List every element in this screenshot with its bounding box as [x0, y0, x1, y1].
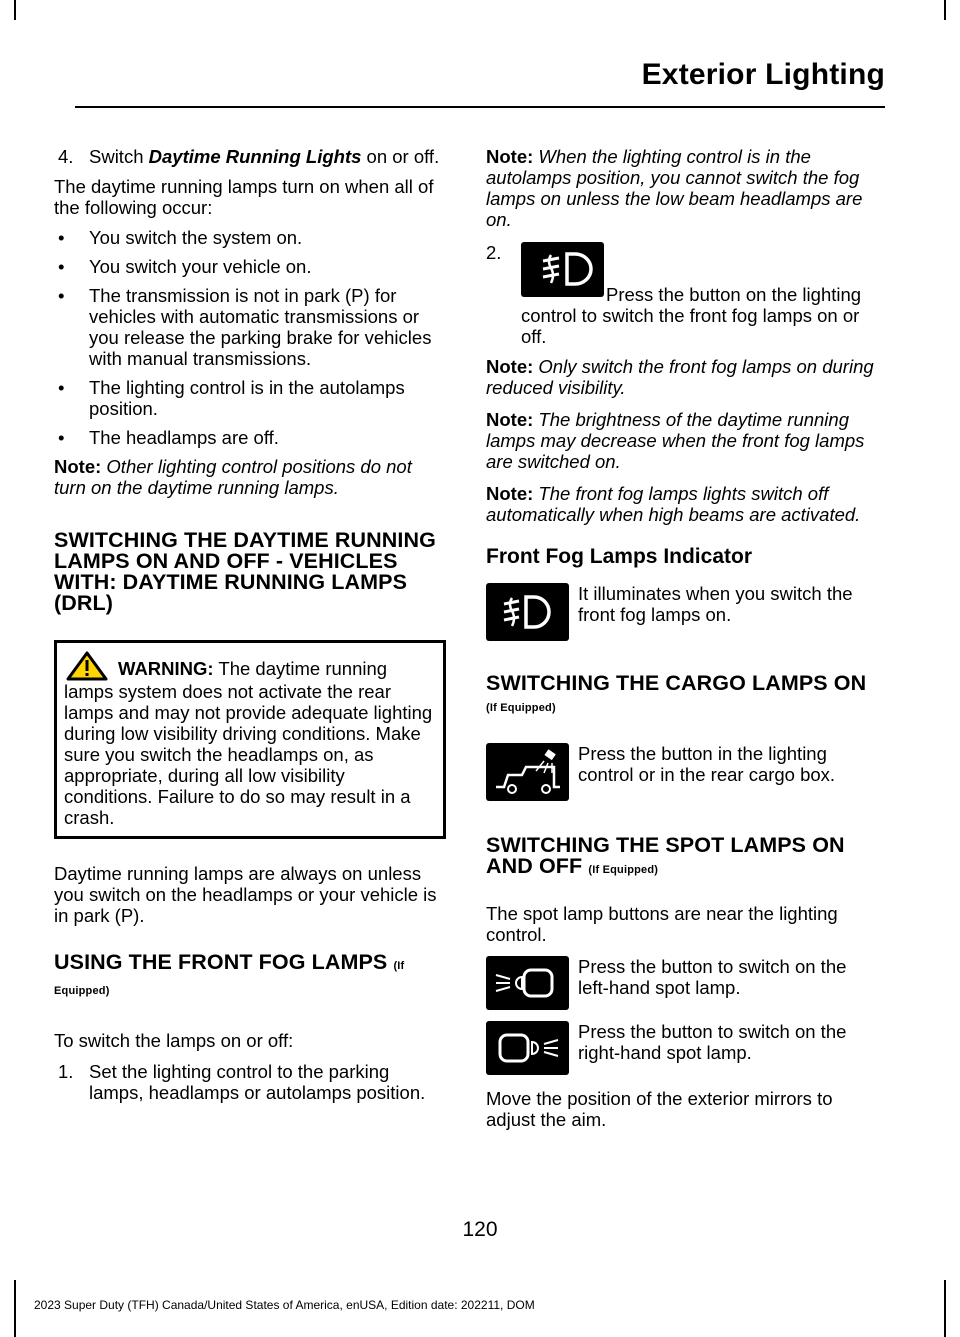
cargo-lamp-row — [486, 743, 880, 801]
bullet-marker: • — [58, 227, 65, 248]
drl-always-on-paragraph: Daytime running lamps are always on unless you switch on the headlamps or your vehicle is in park (P). — [54, 863, 437, 926]
list-item-text: The lighting control is in the autolamps position. — [89, 377, 405, 419]
step-prefix: Switch — [89, 146, 144, 167]
fog-intro: To switch the lamps on or off: — [54, 1030, 294, 1051]
fog-indicator-row — [486, 583, 880, 641]
bullet-marker: • — [58, 427, 65, 448]
crop-mark-top-left — [14, 0, 16, 20]
note-text: When the lighting control is in the autolamps position, you cannot switch the fog lamps on unless the low beam headlamps are on. — [486, 146, 863, 230]
heading-equipped-tag: (If — [393, 960, 405, 972]
warning-label: WARNING: — [118, 658, 214, 679]
bullet-marker: • — [58, 377, 65, 398]
list-item — [54, 256, 446, 277]
bullet-marker: • — [58, 285, 65, 306]
list-item-text: You switch your vehicle on. — [89, 256, 312, 277]
step-emphasis: Daytime Running Lights — [148, 146, 362, 167]
heading-equipped-tag: (If Equipped) — [588, 864, 659, 876]
mirror-aim-text: Move the position of the exterior mirrors to adjust the aim. — [486, 1088, 833, 1130]
list-item-text: The headlamps are off. — [89, 427, 279, 448]
cargo-text: Press the button in the lighting control or in the rear cargo box. — [578, 743, 836, 785]
step-number: 1. — [58, 1061, 74, 1082]
note-brightness — [486, 409, 880, 472]
step-text: Set the lighting control to the parking lamps, headlamps or autolamps position. — [89, 1061, 426, 1103]
left-spot-lamp-icon — [486, 956, 569, 1010]
heading-text: SWITCHING THE CARGO LAMPS ON — [486, 671, 867, 695]
spot-right-row — [486, 1021, 880, 1075]
step-suffix: on or off. — [366, 146, 440, 167]
left-column — [54, 146, 446, 1111]
warning-box — [54, 640, 446, 839]
note-text: Other lighting control positions do not turn on the daytime running lamps. — [54, 456, 412, 498]
cargo-lamp-icon — [486, 743, 569, 801]
crop-mark-top-right — [944, 0, 946, 20]
section-heading-fog-indicator: Front Fog Lamps Indicator — [486, 545, 752, 568]
section-heading-cargo — [486, 673, 880, 719]
note-autolamps — [486, 146, 880, 230]
heading-equipped-tag: (If Equipped) — [486, 702, 556, 714]
footer-edition: 2023 Super Duty (TFH) Canada/United States of America, enUSA, Edition date: 202211, DOM — [34, 1298, 535, 1312]
spot-intro: The spot lamp buttons are near the lighting control. — [486, 903, 838, 945]
section-heading-fog — [54, 952, 446, 1002]
crop-mark-bottom-right — [944, 1280, 946, 1337]
right-spot-lamp-icon — [486, 1021, 569, 1075]
heading-text: SWITCHING THE SPOT LAMPS ON — [486, 833, 845, 857]
note-reduced-visibility — [486, 356, 880, 398]
heading-text: USING THE FRONT FOG LAMPS — [54, 950, 388, 974]
indicator-text: It illuminates when you switch the front fog lamps on. — [578, 583, 853, 625]
header-divider — [75, 106, 885, 108]
page-title: Exterior Lighting — [641, 58, 885, 91]
list-item — [54, 285, 446, 369]
note-text: The front fog lamps lights switch off automatically when high beams are activated. — [486, 483, 861, 525]
note-label: Note: — [54, 456, 102, 477]
spot-right-text: Press the button to switch on the right-hand spot lamp. — [578, 1021, 847, 1063]
step-2 — [486, 242, 880, 348]
heading-text-cont: AND OFF — [486, 854, 583, 878]
note-label: Note: — [486, 409, 534, 430]
warning-triangle-icon — [66, 651, 108, 681]
front-fog-lamp-indicator-icon — [486, 583, 569, 641]
step-1 — [54, 1061, 446, 1103]
list-item — [54, 377, 446, 419]
warning-text: The daytime running lamps system does not activate the rear lamps and may not provide adequate lighting during low visibility driving conditions. Make sure you switch the headlamps on, as appropriate, during all low visibility conditions. Failure to do so may result in a crash. — [64, 658, 433, 828]
heading-equipped-tag-cont: Equipped) — [54, 985, 110, 997]
right-column — [486, 146, 880, 1139]
note-label: Note: — [486, 146, 534, 167]
list-item — [54, 427, 446, 448]
note-label: Note: — [486, 356, 534, 377]
note-text: The brightness of the daytime running lamps may decrease when the front fog lamps are switched on. — [486, 409, 865, 472]
note-text: Only switch the front fog lamps on during reduced visibility. — [486, 356, 874, 398]
page-number: 120 — [462, 1218, 498, 1241]
note-label: Note: — [486, 483, 534, 504]
step-text: Press the button on the lighting control to switch the front fog lamps on or off. — [521, 284, 862, 347]
list-item-text: You switch the system on. — [89, 227, 303, 248]
step-number: 4. — [58, 146, 74, 167]
spot-left-text: Press the button to switch on the left-hand spot lamp. — [578, 956, 847, 998]
bullet-marker: • — [58, 256, 65, 277]
drl-intro: The daytime running lamps turn on when all of the following occur: — [54, 176, 434, 218]
step-number: 2. — [486, 242, 502, 263]
note-high-beams — [486, 483, 880, 525]
spot-left-row — [486, 956, 880, 1010]
step-4 — [54, 146, 446, 167]
crop-mark-bottom-left — [14, 1280, 16, 1337]
section-heading-drl: SWITCHING THE DAYTIME RUNNING LAMPS ON AND OFF - VEHICLES WITH: DAYTIME RUNNING LAMPS (DRL) — [54, 528, 436, 615]
section-heading-spot — [486, 835, 880, 881]
list-item-text: The transmission is not in park (P) for vehicles with automatic transmissions or you release the parking brake for vehicles with manual transmissions. — [89, 285, 432, 369]
note-other-positions — [54, 456, 446, 498]
list-item — [54, 227, 446, 248]
